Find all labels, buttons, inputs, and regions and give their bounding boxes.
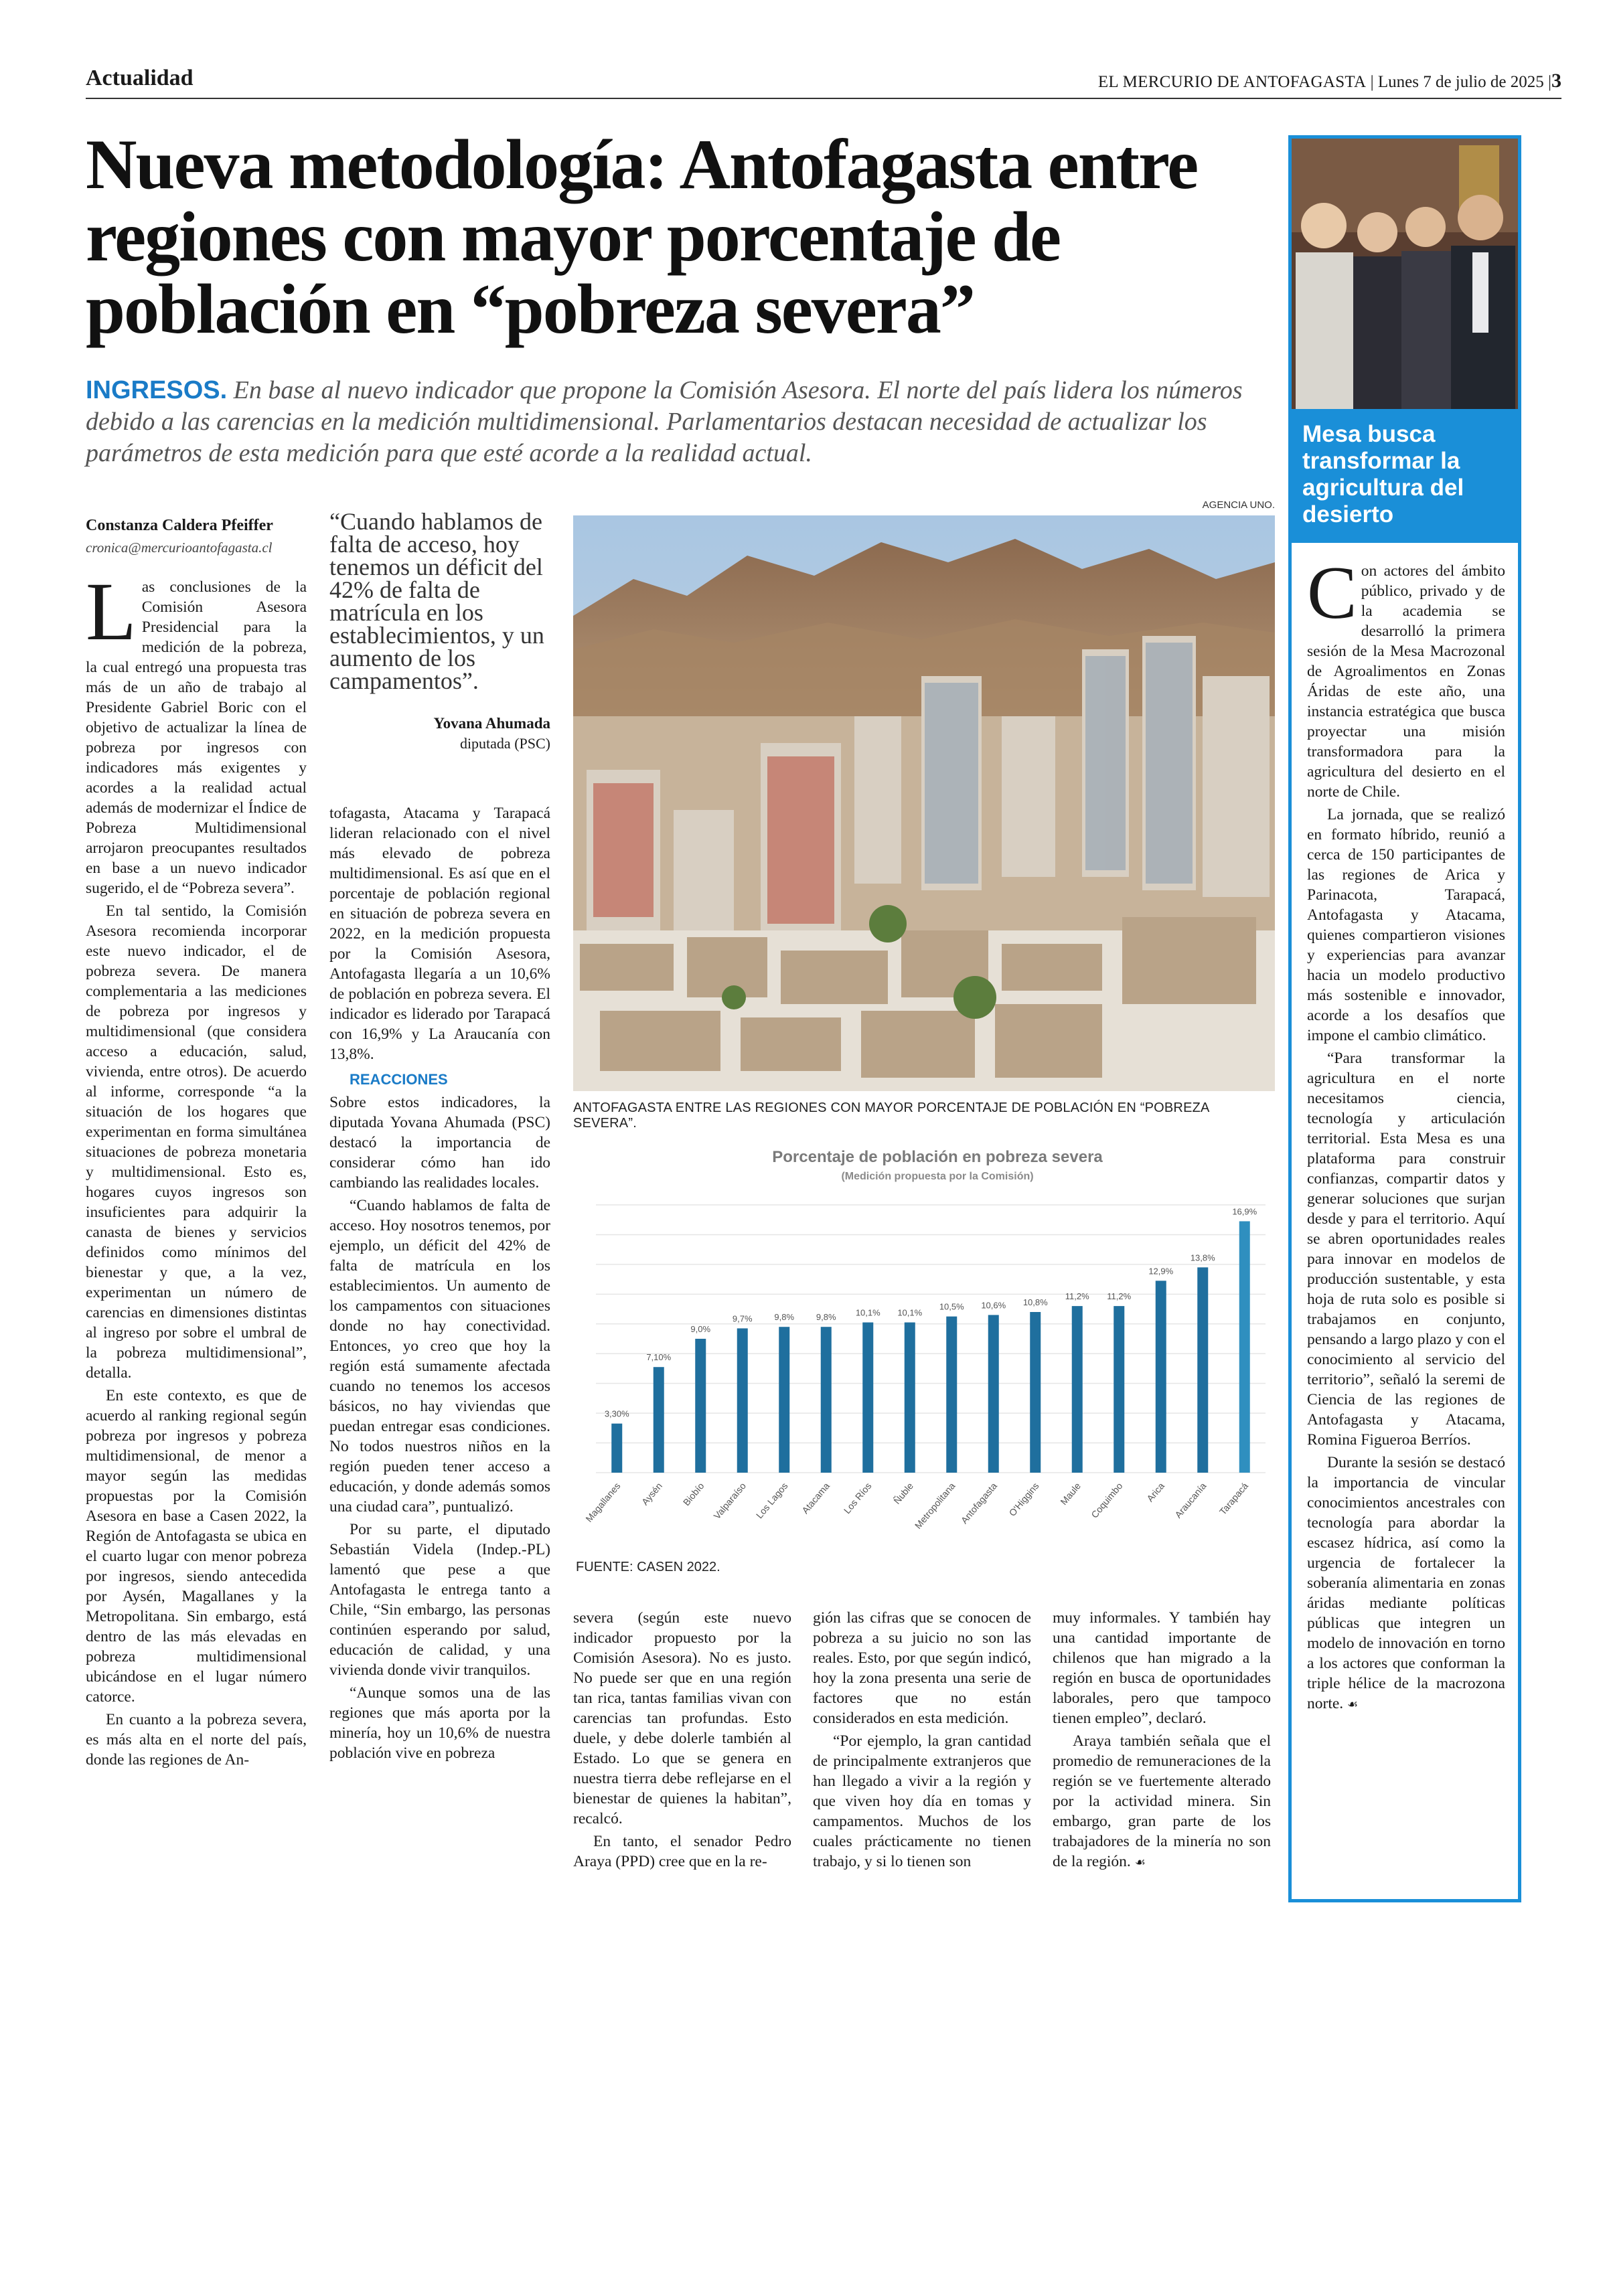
chart-value-label: 10,5% (939, 1301, 964, 1312)
sidebar-text (1307, 552, 1505, 1718)
dropcap: L (86, 566, 137, 657)
article-paragraph: tofagasta, Atacama y Tarapacá lideran relacionado con el nivel más elevado de pobreza multidimensional. Es así que en el porcentaje de población regional en situación de pobreza severa en 2022, en la medición propuesta por la Comisión Asesora, Antofagasta llegaría a un 10,6% de población en pobreza severa. El indicador es liderado por Tarapacá con 16,9% y La Araucanía con 13,8%. (329, 805, 550, 1063)
sidebar-title: Mesa busca transformar la agricultura del desierto (1292, 409, 1518, 543)
chart-bar-atacama (821, 1327, 832, 1473)
chart-value-label: 10,6% (981, 1300, 1006, 1311)
pull-quote-role: diputada (PSC) (459, 735, 550, 752)
chart-value-label: 10,1% (897, 1307, 923, 1318)
deck-text: En base al nuevo indicador que propone la Comisión Asesora. El norte del país lidera los números debido a las carencias en la medición multidimensional. Parlamentarios destacan necesidad de actualizar los parámetros de esta medición para que esté acorde a la realidad actual. (86, 376, 1243, 467)
chart-category-label: Valparaíso (711, 1480, 749, 1522)
pull-quote: “Cuando hablamos de falta de acceso, hoy tenemos un déficit del 42% de falta de matrícula en los establecimientos, y un aumento de los campamentos”. (329, 508, 544, 694)
chart-bars (611, 1221, 1250, 1473)
masthead-separator: | (1547, 73, 1551, 91)
sidebar-paragraph: La jornada, que se realizó en formato híbrido, reunió a cerca de 150 participantes de las regiones de Arica y Parinacota, Tarapacá, Antofagasta y Atacama, quienes compartieron visiones y experiencias para avanzar hacia un modelo productivo más sostenible e innovador, acorde a los desafíos que impone el cambio climático. (1307, 806, 1505, 1044)
poverty-chart (576, 1138, 1272, 1553)
chart-value-label: 7,10% (646, 1352, 672, 1363)
chart-bar-coquimbo (1114, 1306, 1124, 1473)
chart-bar-araucan-a (1197, 1267, 1208, 1473)
city-photo (573, 515, 1275, 1091)
chart-category-label: Biobío (680, 1480, 706, 1508)
antofagasta-cityscape-image (573, 515, 1275, 1091)
kicker: INGRESOS. (86, 376, 228, 404)
chart-category-label: Antofagasta (958, 1480, 1000, 1526)
chart-bar-ays-n (654, 1367, 664, 1473)
chart-bar-valpara-so (737, 1328, 748, 1473)
masthead-separator: | (1370, 73, 1378, 91)
article-paragraph: En tal sentido, la Comisión Asesora recomienda incorporar este nuevo indicador, el de pobreza severa. De manera complementaria a las mediciones de pobreza por ingresos y multidimensional (que considera acceso a educación, salud, vivienda, entre otros). De acuerdo al informe, corresponde “a la situación de los hogares que experimentan en forma simultánea situaciones de pobreza monetaria y multidimensional. Esto es, hogares cuyos ingresos son insuficientes para adquirir la canasta de bienes y servicios definidos como mínimos del bienestar y que, a la vez, experimentan un número de carencias en dimensiones distintas al ingreso por sobre el umbral de la pobreza multidimensional”, detalla. (86, 902, 307, 1382)
article-paragraph: “Cuando hablamos de falta de acceso. Hoy nosotros tenemos, por ejemplo, un déficit del 42% de falta de matrícula en los establecimientos. Un aumento de los campamentos con situaciones donde no hay conectividad. Entonces, yo creo que hoy la región está sumamente afectada cuando no tenemos los accesos básicos, no hay viviendas que puedan entregar esas condiciones. No todos nuestros niños en la región pueden tener acceso a educación, y donde además somos una ciudad cara”, puntualizó. (329, 1197, 550, 1515)
deck (86, 375, 1251, 469)
article-paragraph: Araya también señala que el promedio de remuneraciones de la región se ve fuertemente alterado por la actividad minera. Sin embargo, gran parte de los trabajadores de la minería no son de la región. ☙ (1053, 1732, 1271, 1870)
article-paragraph: muy informales. Y también hay una cantidad importante de chilenos que han migrado a la región en busca de oportunidades laborales, pero que tampoco tienen empleo”, declaró. (1053, 1609, 1271, 1727)
article-paragraph: gión las cifras que se conocen de pobreza a su juicio no son las reales. Esto, por que según indicó, hoy la zona presenta una serie de factores que no están considerados en esta medición. (813, 1609, 1031, 1727)
byline-email: cronica@mercurioantofagasta.cl (86, 540, 273, 556)
chart-value-label: 16,9% (1232, 1206, 1257, 1217)
sidebar-paragraph: Con actores del ámbito público, privado y de la academia se desarrolló la primera sesión de la Mesa Macrozonal de Agroalimentos en Zonas Áridas de este año, una instancia estratégica que busca proyectar una misión transformadora para la agricultura del desierto en el norte de Chile. (1307, 552, 1505, 801)
subheading: REACCIONES (350, 1071, 448, 1088)
chart-category-labels (583, 1480, 1250, 1530)
chart-category-label: Ñuble (891, 1480, 916, 1506)
article-paragraph: “Por ejemplo, la gran cantidad de principalmente extranjeros que han llegado a vivir a la región y que viven hoy día en tomas y campamentos. Muchos de los cuales prácticamente no tienen trabajo, y si lo tienen son (813, 1732, 1031, 1870)
chart-category-label: Coquimbo (1089, 1480, 1125, 1520)
chart-category-label: O'Higgins (1006, 1480, 1041, 1519)
chart-source: FUENTE: CASEN 2022. (576, 1560, 720, 1574)
sidebar-photo (1292, 139, 1518, 409)
sidebar-paragraph: Durante la sesión se destacó la importancia de vincular conocimientos ancestrales con tecnología para abordar la escasez hídrica, así como la urgencia de fortalecer la soberanía alimentaria en zonas áridas mediante políticas públicas que integren un modelo de innovación en torno a los actores que conforman la triple hélice de la macrozona norte. ☙ (1307, 1454, 1505, 1712)
article-paragraph: severa (según este nuevo indicador propuesto por la Comisión Asesora). No es justo. No puede ser que en una región tan rica, tantas familias vivan con carencias tan profundas. Esto duele, y debe dolerle también al Estado. Lo que se genera en nuestra tierra debe reflejarse en el bienestar de quienes la habitan”, recalcó. (573, 1609, 791, 1827)
chart-bar-metropolitana (946, 1317, 957, 1473)
chart-bar-tarapac- (1239, 1221, 1250, 1473)
chart-value-label: 9,0% (690, 1324, 711, 1334)
chart-category-label: Magallanes (583, 1480, 623, 1524)
chart-category-label: Los Ríos (841, 1480, 874, 1516)
headline: Nueva metodología: Antofagasta entre regiones con mayor porcentaje de población en “pobreza severa” (86, 125, 1198, 348)
issue-date: Lunes 7 de julio de 2025 (1377, 73, 1544, 91)
chart-category-label: Araucanía (1172, 1480, 1209, 1520)
end-of-article-icon: ☙ (1134, 1856, 1146, 1870)
chart-bar-maule (1072, 1306, 1083, 1473)
section-label: Actualidad (86, 66, 194, 90)
end-of-article-icon: ☙ (1347, 1698, 1359, 1712)
article-paragraph: Por su parte, el diputado Sebastián Videla (Indep.-PL) lamentó que pese a que Antofagasta le entrega tanto a Chile, “Sin embargo, las personas continúen esperando por salud, educación de calidad, y una vivienda donde vivir tranquilos. (329, 1521, 550, 1679)
article-paragraph: “Aunque somos una de las regiones que más aporta por la minería, hoy un 10,6% de nuestra población vive en pobreza (329, 1684, 550, 1762)
masthead (1098, 70, 1561, 92)
article-column-1 (86, 566, 307, 1773)
chart-value-label: 9,7% (732, 1313, 753, 1324)
chart-value-label: 9,8% (774, 1312, 795, 1323)
header-rule (86, 98, 1561, 99)
group-photo-image (1292, 139, 1518, 409)
article-column-3 (573, 1608, 791, 1874)
chart-category-label: Metropolitana (912, 1480, 958, 1531)
page-number: 3 (1551, 70, 1561, 92)
chart-value-label: 13,8% (1190, 1252, 1215, 1263)
chart-category-label: Los Lagos (753, 1480, 790, 1521)
chart-bar-biob-o (695, 1339, 706, 1473)
photo-caption: ANTOFAGASTA ENTRE LAS REGIONES CON MAYOR PORCENTAJE DE POBLACIÓN EN “POBREZA SEVERA”. (573, 1100, 1209, 1131)
chart-value-label: 12,9% (1148, 1266, 1174, 1277)
chart-title: Porcentaje de población en pobreza severa (772, 1148, 1103, 1166)
pull-quote-author: Yovana Ahumada (433, 715, 550, 732)
newspaper-name: EL MERCURIO DE ANTOFAGASTA (1097, 73, 1367, 91)
chart-value-label: 10,1% (855, 1307, 881, 1318)
chart-bar-o-higgins (1030, 1312, 1041, 1473)
article-paragraph: Sobre estos indicadores, la diputada Yovana Ahumada (PSC) destacó la importancia de considerar cómo han ido cambiando las realidades locales. (329, 1094, 550, 1192)
article-column-2 (329, 803, 550, 1766)
article-column-5 (1053, 1608, 1271, 1876)
article-paragraph: Las conclusiones de la Comisión Asesora Presidencial para la medición de la pobreza, la cual entregó una propuesta tras más de un año de trabajo al Presidente Gabriel Boric con el objetivo de actualizar la línea de pobreza por ingresos con indicadores más exigentes y acordes a la realidad actual además de modernizar el Índice de Pobreza Multidimensional arrojaron preocupantes resultados en base a un nuevo indicador sugerido, el de “Pobreza severa”. (86, 566, 307, 897)
article-paragraph: En cuanto a la pobreza severa, es más alta en el norte del país, donde las regiones de An- (86, 1711, 307, 1769)
article-paragraph: En tanto, el senador Pedro Araya (PPD) cree que en la re- (573, 1833, 791, 1870)
chart-value-label: 9,8% (816, 1312, 836, 1323)
chart-bar-magallanes (611, 1424, 622, 1473)
sidebar-dropcap: C (1307, 552, 1357, 635)
chart-subtitle: (Medición propuesta por la Comisión) (841, 1171, 1034, 1182)
chart-category-label: Arica (1144, 1480, 1167, 1504)
chart-bar-los-lagos (779, 1327, 789, 1473)
chart-value-label: 11,2% (1065, 1291, 1089, 1302)
chart-bar-los-r-os (862, 1323, 873, 1473)
bar-chart (576, 1138, 1272, 1553)
sidebar-paragraph: “Para transformar la agricultura en el norte necesitamos ciencia, tecnología y articulación territorial. Esta Mesa es una plataforma para construir confianzas, compartir datos y generar soluciones que surjan desde y para el territorio. Aquí se abren oportunidades reales para innovar en modelos de producción sustentable, y esta hoja de ruta solo es posible si trabajamos en conjunto, pensando a largo plazo y con el conocimiento al servicio del territorio”, señaló la seremi de Ciencia de las regiones de Antofagasta y Atacama, Romina Figueroa Berríos. (1307, 1050, 1505, 1449)
article-paragraph: En este contexto, es que de acuerdo al ranking regional según pobreza por ingresos y pobreza multidimensional, de menor a mayor según las medidas propuestas por la Comisión Asesora en base a Casen 2022, la Región de Antofagasta se ubica en el cuarto lugar con menor pobreza por ingresos, siendo antecedida por Aysén, Magallanes y la Metropolitana. Sin embargo, está dentro de las más elevadas en pobreza multidimensional ubicándose en el lugar número catorce. (86, 1387, 307, 1706)
chart-value-label: 3,30% (604, 1408, 629, 1419)
chart-value-label: 11,2% (1107, 1291, 1132, 1302)
chart-category-label: Maule (1058, 1480, 1083, 1507)
chart-category-label: Tarapacá (1217, 1480, 1251, 1518)
chart-value-label: 10,8% (1022, 1297, 1048, 1307)
byline: Constanza Caldera Pfeiffer (86, 517, 273, 534)
chart-bar-arica (1156, 1281, 1166, 1473)
chart-bar--uble (905, 1323, 915, 1473)
chart-category-label: Aysén (639, 1480, 665, 1507)
chart-category-label: Atacama (799, 1480, 832, 1516)
chart-bar-antofagasta (988, 1315, 999, 1473)
photo-credit: AGENCIA UNO. (1202, 499, 1275, 511)
article-column-4 (813, 1608, 1031, 1874)
